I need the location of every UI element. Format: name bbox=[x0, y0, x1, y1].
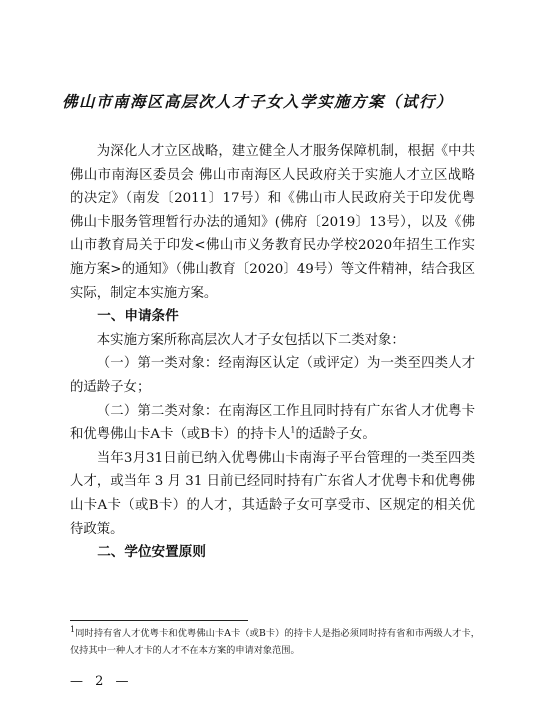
footnote-marker: 1 bbox=[70, 624, 76, 634]
page-number: — 2 — bbox=[70, 674, 133, 689]
section-heading-eligibility: 一、申请条件 bbox=[97, 308, 179, 325]
footnote bbox=[70, 625, 480, 659]
deadline-paragraph: 当年3月31日前已纳入优粤佛山卡南海子平台管理的一类至四类人才，或当年 3 月 31 日前已经同时持有广东省人才优粤卡和优粤佛山卡A卡（或B卡）的人才，其适龄子女可享受市、区规定的相关优待政策。 bbox=[70, 450, 475, 537]
document-body bbox=[70, 140, 475, 565]
footnote-reference: 1 bbox=[290, 425, 296, 435]
category-two-text: （二）第二类对象：在南海区工作且同时持有广东省人才优粤卡和优粤佛山卡A卡（或B卡）的持卡人 bbox=[70, 403, 475, 443]
document-title: 佛山市南海区高层次人才子女入学实施方案（试行） bbox=[62, 92, 454, 111]
category-two-text-end: 的适龄子女。 bbox=[295, 427, 376, 443]
footnote-divider bbox=[70, 620, 248, 621]
section-intro-paragraph: 本实施方案所称高层次人才子女包括以下二类对象： bbox=[96, 332, 405, 348]
footnote-text: 同时持有省人才优粤卡和优粤佛山卡A卡（或B卡）的持卡人是指必须同时持有省和市两级人才卡，仅持其中一种人才卡的人才不在本方案的申请对象范围。 bbox=[70, 628, 480, 656]
category-two-paragraph bbox=[70, 400, 475, 447]
category-one-paragraph: （一）第一类对象：经南海区认定（或评定）为一类至四类人才的适龄子女； bbox=[70, 356, 475, 395]
section-heading-placement: 二、学位安置原则 bbox=[97, 544, 206, 561]
intro-paragraph: 为深化人才立区战略，建立健全人才服务保障机制，根据《中共佛山市南海区委员会 佛山市南海区人民政府关于实施人才立区战略的决定》（南发〔2011〕17号）和《佛山市人民政府关于印发优粤佛山卡服务管理暂行办法的通知》(佛府〔2019〕13号），以及《佛山市教育局关于印发<佛山市义务教育民办学校2020年招生工作实施方案>的通知》（佛山教育〔2020〕49号）等文件精神，结合我区实际，制定本实施方案。 bbox=[70, 144, 475, 301]
